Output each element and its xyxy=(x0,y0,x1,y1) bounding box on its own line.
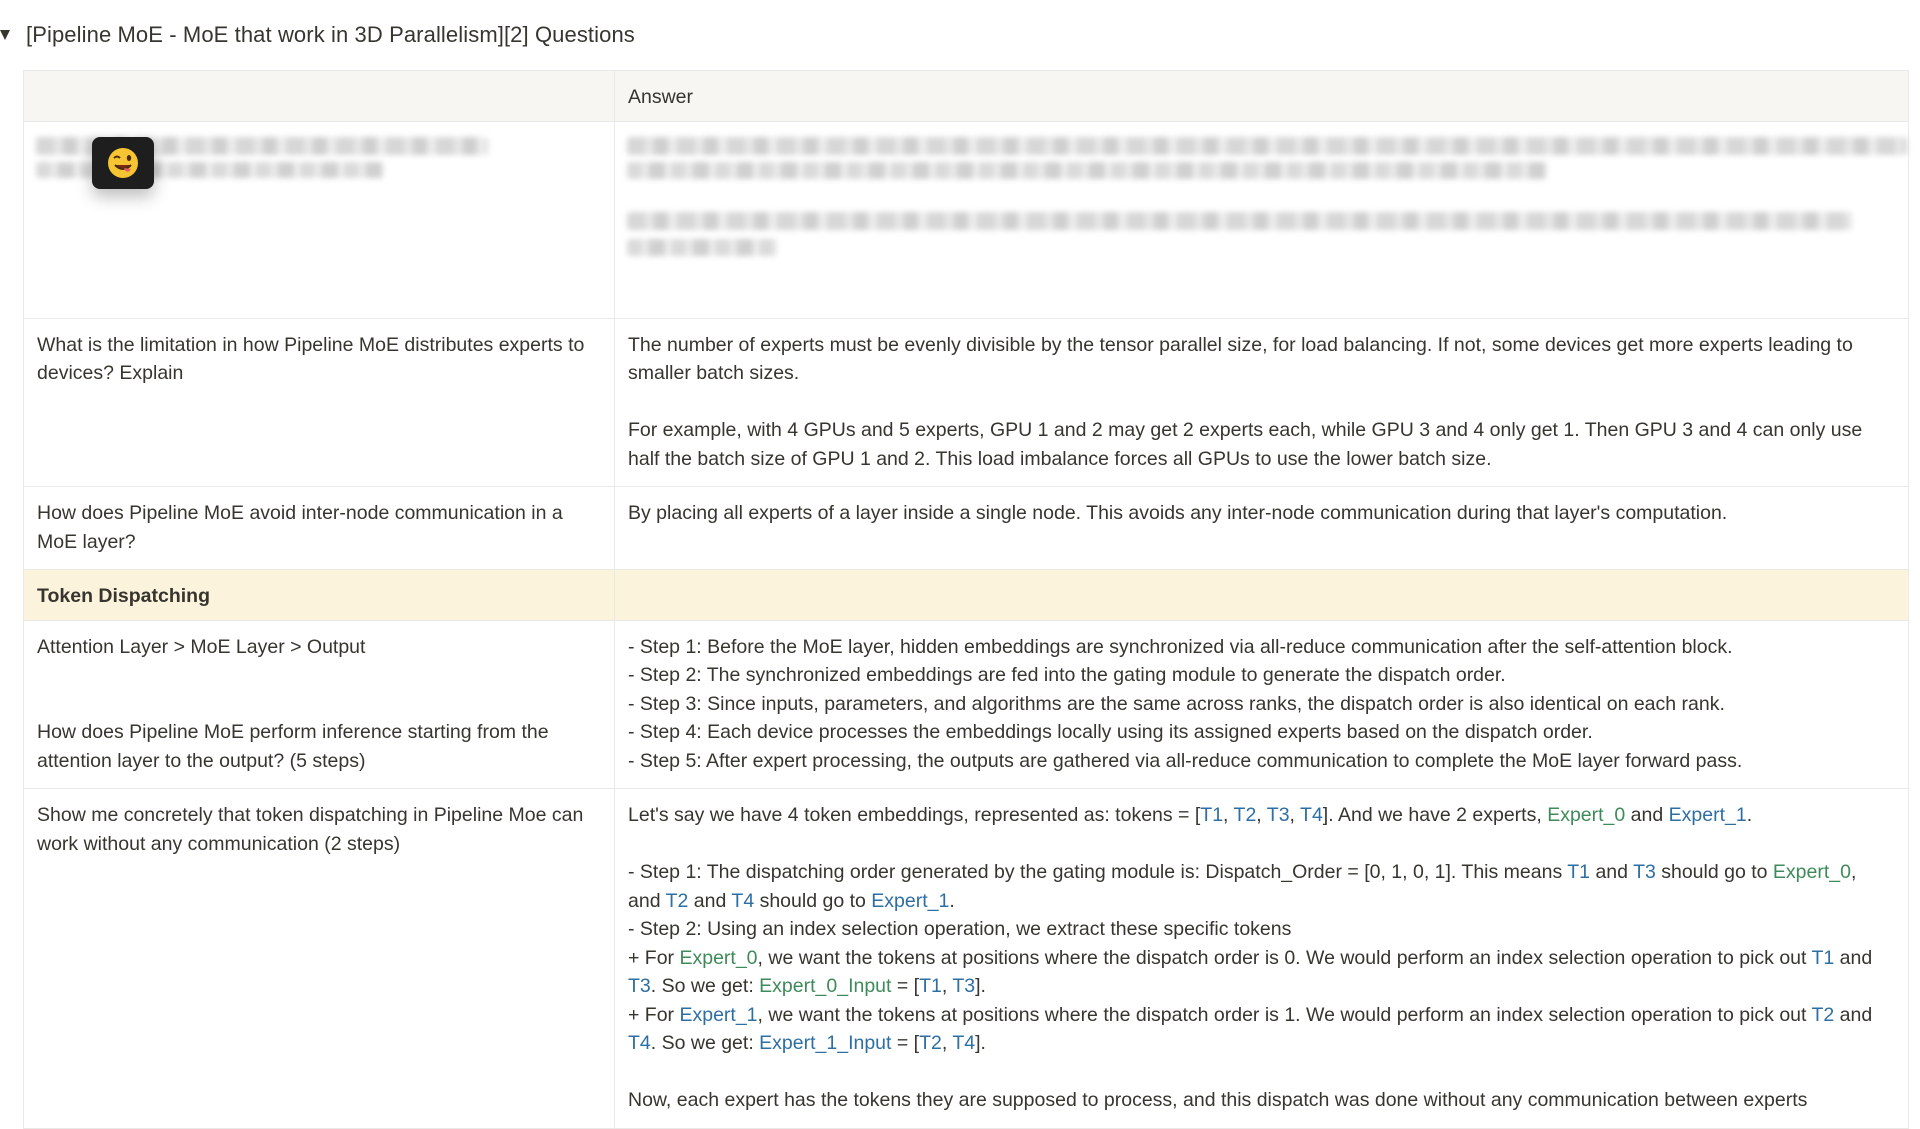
header-cell-answer[interactable]: Answer xyxy=(615,71,1909,122)
token-t2: T2 xyxy=(1233,804,1257,826)
answer-text: , we want the tokens at positions where the dispatch order is 0. We would perform an index selection operation to pick out xyxy=(757,946,1812,969)
answer-text: should go to xyxy=(1655,861,1773,883)
step-line: - Step 2: The synchronized embeddings are fed into the gating module to generate the dispatch order. xyxy=(628,664,1506,686)
step-line: - Step 1: Before the MoE layer, hidden embeddings are synchronized via all-reduce communication after the self-attention block. xyxy=(628,635,1733,658)
redacted-text xyxy=(36,162,384,178)
answer-text: ]. xyxy=(975,975,986,997)
section-row xyxy=(24,570,1909,621)
token-t2: T2 xyxy=(919,1032,942,1054)
token-t3: T3 xyxy=(1266,804,1290,826)
answer-text: ]. And we have 2 experts, xyxy=(1322,804,1548,826)
answer-paragraph: For example, with 4 GPUs and 5 experts, GPU 1 and 2 may get 2 experts each, while GPU 3 and 4 only get 1. Then GPU 3 and 4 can only use half the batch size of GPU 1 and 2. This load imbalance forces all GPUs to use the lower batch size. xyxy=(628,419,1868,470)
answer-text: and xyxy=(1590,861,1634,883)
table-row xyxy=(24,789,1909,1129)
table-header-row xyxy=(24,71,1909,122)
winking-face-with-tongue-icon xyxy=(92,137,154,189)
redacted-question-cell[interactable] xyxy=(24,121,615,318)
redacted-text xyxy=(627,162,1547,179)
answer-text: + For xyxy=(628,946,680,969)
section-title[interactable]: Token Dispatching xyxy=(24,570,615,621)
token-t3: T3 xyxy=(628,975,651,997)
table-row xyxy=(24,487,1909,570)
token-t1: T1 xyxy=(1567,861,1591,883)
token-t1: T1 xyxy=(1811,946,1835,969)
answer-text: ]. xyxy=(975,1032,986,1054)
answer-cell[interactable] xyxy=(615,620,1909,789)
token-t2: T2 xyxy=(665,889,689,912)
answer-text: and xyxy=(1834,1003,1878,1026)
step-line: - Step 4: Each device processes the embeddings locally using its assigned experts based on the dispatch order. xyxy=(628,721,1593,743)
answer-text: and xyxy=(1625,804,1669,826)
expert-0: Expert_0 xyxy=(1547,804,1626,826)
redacted-text xyxy=(627,239,777,256)
section-empty-cell[interactable] xyxy=(615,570,1909,621)
answer-cell[interactable]: Let's say we have 4 token embeddings, represented as: tokens = [T1, T2, T3, T4]. And we have 2 experts, Expert_0 and Expert_1. - Step 1: The dispatching order generated by the gating module is: Dispatch_Order = [0, 1, 0, 1]. This means T1 and T3 should go to Expert_0, and T2 and T4 should go to Expert_1. - Step 2: Using an index selection operation, we extract these specific tokens + For Expert_0, we want the tokens at positions where the dispatch order is 0. We would perform an index selection operation to pick out T1 and T3. So we get: Expert_0_Input = [T1, T3]. + For Expert_1, we want the tokens at positions where the dispatch order is 1. We would perform an index selection operation to pick out T2 and T4. So we get: Expert_1_Input = [T2, T4]. Now, each expert has the tokens they are supposed to process, and this dispatch was done without any communication between experts xyxy=(615,789,1909,1129)
answer-cell[interactable]: By placing all experts of a layer inside a single node. This avoids any inter-node communication during that layer's computation. xyxy=(615,487,1909,570)
question-cell[interactable]: How does Pipeline MoE avoid inter-node communication in a MoE layer? xyxy=(24,487,615,570)
answer-text: and xyxy=(688,889,732,912)
token-t4: T4 xyxy=(628,1032,651,1054)
question-cell[interactable] xyxy=(24,620,615,789)
answer-text: . So we get: xyxy=(650,975,760,997)
table-row xyxy=(24,620,1909,789)
token-t4: T4 xyxy=(1300,804,1323,826)
expert-0-input: Expert_0_Input xyxy=(759,975,892,997)
answer-text: . So we get: xyxy=(650,1032,760,1054)
toggle-triangle-icon[interactable] xyxy=(0,30,10,40)
header-cell-question[interactable] xyxy=(24,71,615,122)
expert-1: Expert_1 xyxy=(1668,804,1747,826)
token-t3: T3 xyxy=(1633,861,1656,883)
redacted-answer-cell[interactable] xyxy=(615,121,1909,318)
step-line: - Step 3: Since inputs, parameters, and algorithms are the same across ranks, the dispatch order is also identical on each rank. xyxy=(628,692,1725,715)
toggle-block[interactable] xyxy=(0,18,635,52)
answer-cell[interactable] xyxy=(615,318,1909,487)
redacted-text xyxy=(627,137,1907,155)
token-t3: T3 xyxy=(952,975,976,997)
token-t4: T4 xyxy=(731,889,755,912)
answer-text: = [ xyxy=(891,975,920,997)
expert-1: Expert_1 xyxy=(679,1003,758,1026)
step-line: - Step 5: After expert processing, the outputs are gathered via all-reduce communication to complete the MoE layer forward pass. xyxy=(628,749,1743,772)
answer-text: , and xyxy=(628,861,1862,912)
token-t4: T4 xyxy=(952,1032,976,1054)
answer-text: should go to xyxy=(754,889,872,912)
token-t1: T1 xyxy=(919,975,942,997)
expert-1-input: Expert_1_Input xyxy=(759,1032,892,1054)
answer-text: , we want the tokens at positions where the dispatch order is 1. We would perform an index selection operation to pick out xyxy=(757,1003,1812,1026)
token-t2: T2 xyxy=(1811,1003,1835,1026)
question-cell[interactable]: Show me concretely that token dispatching in Pipeline Moe can work without any communication (2 steps) xyxy=(24,789,615,1129)
answer-paragraph: The number of experts must be evenly divisible by the tensor parallel size, for load balancing. If not, some devices get more experts leading to smaller batch sizes. xyxy=(628,333,1859,384)
table-row-redacted xyxy=(24,121,1909,318)
answer-text: and xyxy=(1834,946,1878,969)
toggle-title: [Pipeline MoE - MoE that work in 3D Parallelism][2] Questions xyxy=(26,22,635,47)
question-cell[interactable]: What is the limitation in how Pipeline MoE distributes experts to devices? Explain xyxy=(24,318,615,487)
table-row xyxy=(24,318,1909,487)
expert-1: Expert_1 xyxy=(871,889,950,912)
expert-0: Expert_0 xyxy=(679,946,758,969)
answer-text: Let's say we have 4 token embeddings, represented as: tokens = [ xyxy=(628,804,1201,826)
answer-text: + For xyxy=(628,1003,680,1026)
question-line: Attention Layer > MoE Layer > Output xyxy=(37,635,366,658)
qa-table xyxy=(23,70,1909,1129)
answer-text: Now, each expert has the tokens they are supposed to process, and this dispatch was done without any communication between experts xyxy=(628,1089,1808,1111)
expert-0: Expert_0 xyxy=(1772,861,1851,883)
answer-text: - Step 2: Using an index selection operation, we extract these specific tokens xyxy=(628,918,1292,940)
redacted-text xyxy=(627,212,1852,230)
question-line: How does Pipeline MoE perform inference starting from the attention layer to the output? (5 steps) xyxy=(37,721,554,772)
token-t1: T1 xyxy=(1200,804,1224,826)
answer-text: = [ xyxy=(891,1032,920,1054)
answer-text: - Step 1: The dispatching order generated by the gating module is: Dispatch_Order = [0, 1, 0, 1]. This means xyxy=(628,861,1568,883)
